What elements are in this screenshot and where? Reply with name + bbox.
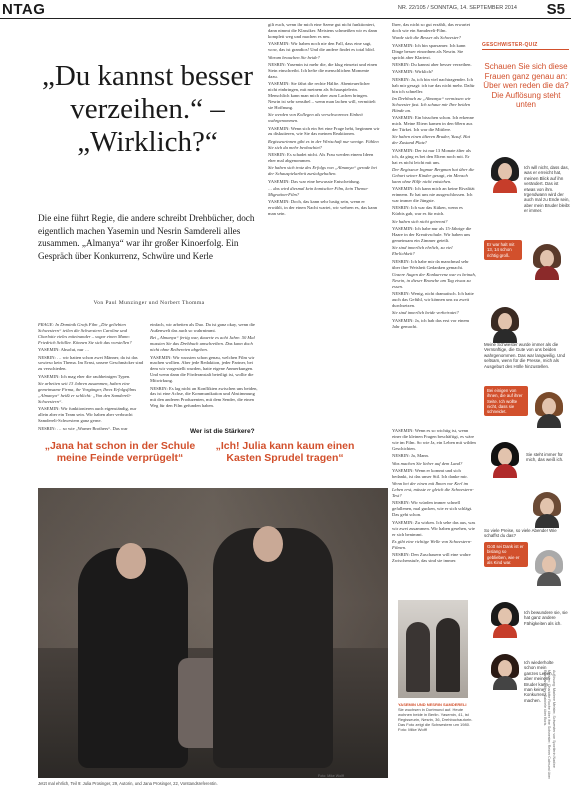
bubble-3: Gott sei Dank ist er bislang so geblieben, wie er als Kind war.	[484, 542, 528, 567]
interview-paragraph	[392, 115, 476, 133]
header-rule	[0, 18, 571, 19]
interview-answer: NESRIN: Yasemin ist mehr die, die klug einsetzt und einen Stein einschreibt. Ich hefte die menschlichen Momente dazu.	[268, 61, 378, 79]
interview-paragraph	[38, 355, 144, 373]
photo-credit: Foto: Mike Wolff	[318, 774, 344, 778]
quiz-title: Schauen Sie sich diese Frauen ganz genau an: Über wen reden die da? Die Auflösung steht unten	[483, 62, 569, 109]
interview-paragraph	[392, 148, 476, 166]
interview-paragraph	[392, 468, 476, 480]
interview-paragraph	[268, 62, 380, 80]
avatar-9	[488, 652, 522, 686]
interview-question: Sie haben einen älteren Bruder, Yusuf. Hat der Zustand Platz?	[392, 134, 471, 146]
interview-answer: NESRIN: Ich habe mir da manchmal sehr über ihre Weisheit Gedanken gemacht.	[392, 258, 469, 270]
interview-paragraph	[392, 205, 476, 217]
interview-answer: NESRIN: … wir hatten schon zwei Männer, da ist das sowieso kein Thema. Im Ernst, unsere Geschmäcker sind zu verschieden.	[38, 354, 144, 372]
interview-paragraph	[38, 406, 144, 424]
avatar-4	[532, 390, 566, 424]
interview-answer: YASEMIN: Ich kann mich an keine Rivalität erinnern. Er hat uns nie ausgeschlossen. Ich war immer die Jüngste.	[392, 186, 475, 203]
bubble-2: Bei einigen von ihnen, die auf ihrer Seite. Ich wollte nicht, dass sie schneidet.	[484, 386, 528, 416]
interview-answer: YASEMIN: Wir wussten schon genau, welchen Film wir machen wollten. Aber jede Redaktion, jeder Partner, bei dem wir vorgestellt wurden, hatte eigene Anmerkungen. Und wenn dann die Förderanstalt beteiligt ist, wollte die Mitwirkung.	[150, 354, 255, 384]
interview-paragraph	[268, 81, 380, 111]
interview-paragraph	[392, 245, 476, 257]
interview-answer: NESRIN: Ja, Mann.	[392, 453, 430, 459]
interview-answer: NESRIN: Ja, ich bin viel nachtragender. Ich hab mir gesagt: ich tue das nicht mehr. Dafür bin ich schneller.	[392, 76, 475, 94]
interview-question: Es gibt eine richtige Welle von Schwestern-Filmen.	[392, 538, 472, 550]
interview-question: Sie haben sich nicht getrennt?	[392, 218, 448, 224]
interview-paragraph	[38, 426, 144, 432]
headline: „Du kannst besser verzeihen.“ – „Wirklich?“	[41, 60, 253, 158]
interview-question: Warum brauchen Sie beide?	[268, 54, 320, 60]
interview-paragraph	[392, 226, 476, 244]
page-number: S5	[546, 1, 565, 18]
interview-paragraph	[392, 62, 476, 68]
interview-answer: YASEMIN: Ich bin sparsamer. Ich kann Dinge besser einordnen als Nesrin. Sie spricht aber Klartext.	[392, 42, 466, 60]
text-column-5	[392, 428, 476, 596]
interview-question: Wenn bei der einen mit Ihnen vor Kerl im Leben erst, müsste er gleich die Schwestern-Test?	[392, 481, 474, 499]
interview-answer: NESRIN: … so wie „Warner Brothers“. Das war	[38, 425, 128, 431]
interview-paragraph	[38, 322, 144, 346]
interview-paragraph	[392, 520, 476, 538]
interview-paragraph	[392, 259, 476, 271]
interview-paragraph	[150, 386, 260, 410]
interview-answer: YASEMIN: Ich habe nur als 15-Jährige die Haare in der Kreativschule. Wir haben uns gemeinsam ein Zimmer geteilt.	[392, 226, 472, 243]
interview-question: Sie arbeiten seit 13 Jahren zusammen, haben eine gemeinsame Firma, ihr Vorgänger, Ihres Erfolgsfilms „Almanya“ heißt er schlicht: „Von den Samdereli-Schwestern“.	[38, 381, 137, 404]
lead-paragraph: Die eine führt Regie, die andere schreibt Drehbücher, doch eigentlich machen Yasemin und Nesrin Samdereli alles zusammen. „Almanya“ war ihr großer Kinoerfolg. Ein Gespräch über Konkurrenz, Schwüre und Kerle	[38, 213, 255, 261]
interview-answer: NESRIN: Es lag nicht an Konflikten zwischen uns beiden, das ist eine Achse, die Kommunikation und Abstimmung mit den anderen Produzenten, mit dem Sender, die einen Weg für den Film gefunden haben.	[150, 385, 258, 409]
text-column-4	[392, 22, 476, 422]
interview-answer: NESRIN: Wir würden immer schnell gefallenen, mal gucken, wie er sich schlägt. Das geht schon.	[392, 500, 473, 518]
avatar-3	[488, 305, 522, 339]
text-column-2	[150, 322, 260, 422]
quiz-answer: Auflösung: Marlene Meister, Schwester von Sportlerin Nadine Meister; Charlotte Roche über ihre Schwester; Reiner Calmund über Reinhard Mey; Gabriele über Boris.	[543, 670, 556, 779]
interview-paragraph	[268, 22, 380, 40]
interview-question: FRAGE: In Dominik Grafs Film „Die geliebten Schwestern“ teilen die Schwestern Caroline und Charlotte vieles miteinander – sogar einen Mann: Friedrich Schiller. Können Sie sich das vorstellen?	[38, 322, 132, 345]
interview-answer: YASEMIN: Absolut, nur …	[38, 347, 90, 353]
interview-question: … das wird diesmal kein komischer Film, kein Thema-Migration-Film?	[268, 186, 369, 198]
interview-paragraph	[392, 167, 476, 185]
interview-paragraph	[150, 355, 260, 385]
interview-answer: Ihrer, das nicht so gut erzählt, das erwartet doch wie ein Samdereli-Film.	[392, 22, 471, 33]
interview-paragraph	[392, 43, 476, 61]
interview-paragraph	[392, 428, 476, 452]
interview-answer: YASEMIN: Wenn er kommt und sich bedankt, ist das unser Stil. Ich danke mir.	[392, 467, 468, 479]
interview-paragraph	[268, 165, 380, 177]
page-header	[0, 0, 571, 18]
small-photo-credit: Foto: Mike Wolff	[398, 727, 427, 732]
quiz-tag: GESCHWISTER-QUIZ	[482, 42, 538, 48]
quote-2: Meine Schwester wurde immer als die Vernünftige, die Gute von uns beiden wahrgenommen. Das war langweilig. Und seltsam, wenn für die Presse, mich als Ausgeburt des Hölle hinzustellen.	[484, 342, 566, 369]
avatar-1	[488, 155, 522, 189]
byline: Von Paul Munzinger und Norbert Thomma	[93, 300, 205, 306]
interview-answer: YASEMIN: Ein bisschen schon. Ich erkenne mich. Meine Eltern kamen in den 60ern aus der Türkei. Ich war die Mittlere.	[392, 115, 474, 132]
interview-answer: YASEMIN: Wenn es so wichtig ist, wenn einer die kleinen Fragen beschäftigt, es wäre wie im Film. So wie Ja, ein Leben mit wilden Geschichten.	[392, 428, 476, 451]
interview-question: Der Regisseur Ingmar Bergman hat über die Geburt seiner Kinder gesagt, ein Mensch kann ohne Hilfe nicht entstehen.	[392, 166, 475, 184]
interview-paragraph	[392, 35, 476, 41]
interview-answer: NESRIN: Du kannst aber besser verzeihen.	[392, 61, 472, 67]
interview-paragraph	[150, 335, 260, 353]
box-subhead: Wer ist die Stärkere?	[190, 428, 255, 435]
interview-answer: gilt euch, wenn ihr mich eine Szene gut nicht funktioniert, dann nimmt die Klassiker. Meistens schmeißen wir es dann komplett weg und machen es neu.	[268, 22, 378, 39]
interview-paragraph	[268, 186, 380, 198]
interview-paragraph	[392, 96, 476, 114]
small-caption-title: YASEMIN UND NESRIN SAMDERELI	[398, 702, 467, 707]
interview-paragraph	[38, 381, 144, 405]
text-column-1	[38, 322, 144, 431]
interview-question: Wurde sich die Besser als Schwester?	[392, 35, 462, 41]
interview-answer: YASEMIN: Ich mag eher die rauhbeinigen Typen.	[38, 373, 131, 379]
avatar-2	[530, 242, 564, 276]
interview-paragraph	[268, 199, 380, 217]
sisters-photo	[38, 488, 388, 778]
interview-paragraph	[392, 186, 476, 204]
quote-5: Ich bewundere sie, sie hat ganz andere Fähigkeiten als ich.	[524, 610, 568, 626]
avatar-7	[532, 548, 566, 582]
interview-paragraph	[392, 552, 476, 564]
issue-info: NR. 22/105 / SONNTAG, 14. SEPTEMBER 2014	[397, 5, 517, 11]
interview-answer: YASEMIN: Das war eine bewusste Entscheidung.	[268, 178, 361, 184]
interview-paragraph	[268, 112, 380, 124]
quote-1: Ich will nicht, dass das, was er erreicht hat, meinen Blick auf ihn verändert. Das ist etwas von ihm. Irgendwann wird der auch mal zu Ende sein, aber mein Bruder bleibt er immer.	[524, 165, 570, 214]
interview-paragraph	[392, 272, 476, 290]
interview-question: Sie haben sich trotz des Erfolgs von „Almanya“ gerade bei der Schauspielarbeit zurückgehalten.	[268, 165, 377, 177]
interview-question: Unsere Augen der Konkurrenz war es beinah, Nesrin, in dieser Branche am Tag etwas zu essen.	[392, 271, 476, 289]
interview-question: Sie sind innerlich ehrlich, zu viel Ehrlichkeit?	[392, 245, 453, 257]
interview-paragraph	[392, 481, 476, 499]
interview-paragraph	[268, 152, 380, 164]
quote-left: „Jana hat schon in der Schule meine Feinde verprügelt“	[44, 440, 196, 464]
interview-paragraph	[268, 179, 380, 185]
quiz-rule	[482, 49, 569, 50]
text-column-3	[268, 22, 380, 422]
interview-answer: einfach, wir arbeiten als Duo. Da ist ganz okay, wenn die Außenwelt das auch so wahrnimmt.	[150, 322, 255, 333]
interview-question: Im Drehbuch zu „Almanya“ vermissen wir Schwester fast. Ich schaue mir Ihre beiden Hände an.	[392, 95, 471, 113]
interview-paragraph	[38, 347, 144, 353]
interview-question: Bei „Almanya“ fertig war, dauerte es acht Jahre. 50 Mal mussten Sie das Drehbuch umschreiben. Das kann doch nicht ohne Reibereien abgehen.	[150, 335, 255, 353]
interview-answer: YASEMIN: Wirklich?	[392, 69, 433, 75]
interview-paragraph	[392, 453, 476, 459]
interview-question: Regisseurinnen gibt es in der Wirtschaft nur wenige. Fühlen Sie sich da mehr beobachtet?	[268, 138, 379, 150]
interview-paragraph	[392, 539, 476, 551]
avatar-5	[488, 440, 522, 474]
photo-caption: Jetzt mal ehrlich, Teil 9: Julia Prosinger, 29, Autorin, und Jana Prosinger, 22, Vorstandsreferentin.	[38, 781, 218, 786]
small-photo-caption	[398, 702, 478, 732]
interview-paragraph	[268, 55, 380, 61]
interview-paragraph	[392, 77, 476, 95]
interview-answer: YASEMIN: Sie fährt die rechte Hälfte. Abenteuerlicher nicht einbringen, mit meinem als Schauspielerin. Menschlich kann man mich aber zum Lachen bringen. Nesrin ist sehr sensibel – wenn man lachen will, vermittelt sie Hoffnung.	[268, 81, 376, 110]
interview-paragraph	[392, 22, 476, 34]
interview-paragraph	[150, 322, 260, 334]
samdereli-photo	[398, 600, 468, 698]
interview-paragraph	[392, 318, 476, 330]
interview-paragraph	[392, 461, 476, 467]
interview-question: Was machen Sie lieber auf dem Land?	[392, 460, 463, 466]
interview-answer: YASEMIN: Der ist nur 13 Monate älter als ich, da ging es bei den Eltern noch mit. Er hat es nicht leicht mit uns.	[392, 147, 471, 165]
bubble-1: Er war halt mit 13, 14 schon richtig groß.	[484, 240, 522, 260]
interview-paragraph	[392, 219, 476, 225]
avatar-8	[488, 600, 522, 634]
quote-right: „Ich! Julia kann kaum einen Kasten Sprudel tragen“	[215, 440, 355, 464]
interview-answer: YASEMIN: Wenn sich ein Set eine Frage hebt, beginnen wir zu diskutieren, wie Sie das meinen Reaktionen.	[268, 125, 380, 137]
interview-paragraph	[268, 41, 380, 53]
interview-paragraph	[392, 310, 476, 316]
interview-answer: YASEMIN: Wir haben noch nie den Fall, dass eine sagt, wow, das ist grandios! Und die andere findet es total blöd.	[268, 41, 375, 53]
quote-4: So viele Preise, so viele Abende! Wie schaffst du das?	[484, 528, 557, 539]
avatar-6	[530, 490, 564, 524]
interview-question: Sie sind innerlich beide verheiratet?	[392, 310, 459, 316]
interview-answer: NESRIN: Ich war das Küken, wenn es Kürbis gab, war es für mich.	[392, 205, 463, 217]
interview-paragraph	[268, 126, 380, 138]
interview-paragraph	[268, 139, 380, 151]
interview-paragraph	[392, 500, 476, 518]
interview-paragraph	[392, 69, 476, 75]
interview-answer: YASEMIN: Zu wirken. Ich sehe das aus, was wir zwei zusammen. Wir haben gesehen, wie er sich benimmt.	[392, 519, 476, 537]
section-name: NTAG	[2, 0, 46, 18]
interview-answer: YASEMIN: Ja, ich hab das erst vor einem Jahr gemacht.	[392, 317, 470, 329]
interview-answer: NESRIN: Den Zuschauern will eine wahre Zwischenstufe, das sind sie immer.	[392, 552, 471, 564]
interview-answer: YASEMIN: Wir funktionieren auch eigenständig, nur allein aber ein Team sein. Wir haben aber verbracht Samdereli-Schwestern ganz gerne.	[38, 406, 137, 424]
interview-answer: NESRIN: Wenig, nicht dramatisch. Ich hatte auch das Gefühl, wir können uns zu zweit durchsetzen.	[392, 291, 474, 308]
interview-paragraph	[392, 134, 476, 146]
interview-answer: YASEMIN: Doch, das kann sehr lustig sein, wenn er erwählt, in der einen Nacht wartet, wir wehren es, das kann man sein.	[268, 199, 378, 217]
interview-paragraph	[38, 374, 144, 380]
small-caption-text: Sie wuchsen in Dortmund auf. Heute wohnen beide in Berlin. Yasemin, 41, ist Regisseurin, Nesrin, 36, Drehbuchautorin. Das Foto zeigt die Schwestern um 1980.	[398, 707, 473, 727]
interview-paragraph	[392, 291, 476, 309]
interview-answer: NESRIN: Es schadet nicht. Als Frau werden einem Ideen eher mal abgenommen.	[268, 152, 374, 164]
interview-question: Sie werden von Kollegen als verschworenes Einheit wahrgenommen.	[268, 112, 363, 124]
quote-3: Sie steht immer für mich, das weiß ich.	[526, 452, 564, 463]
quote-6: Ich wiederholte schon mein ganzes Leben, aber meinem Bruder kann man keine Konkurrenz machen.	[524, 660, 554, 703]
